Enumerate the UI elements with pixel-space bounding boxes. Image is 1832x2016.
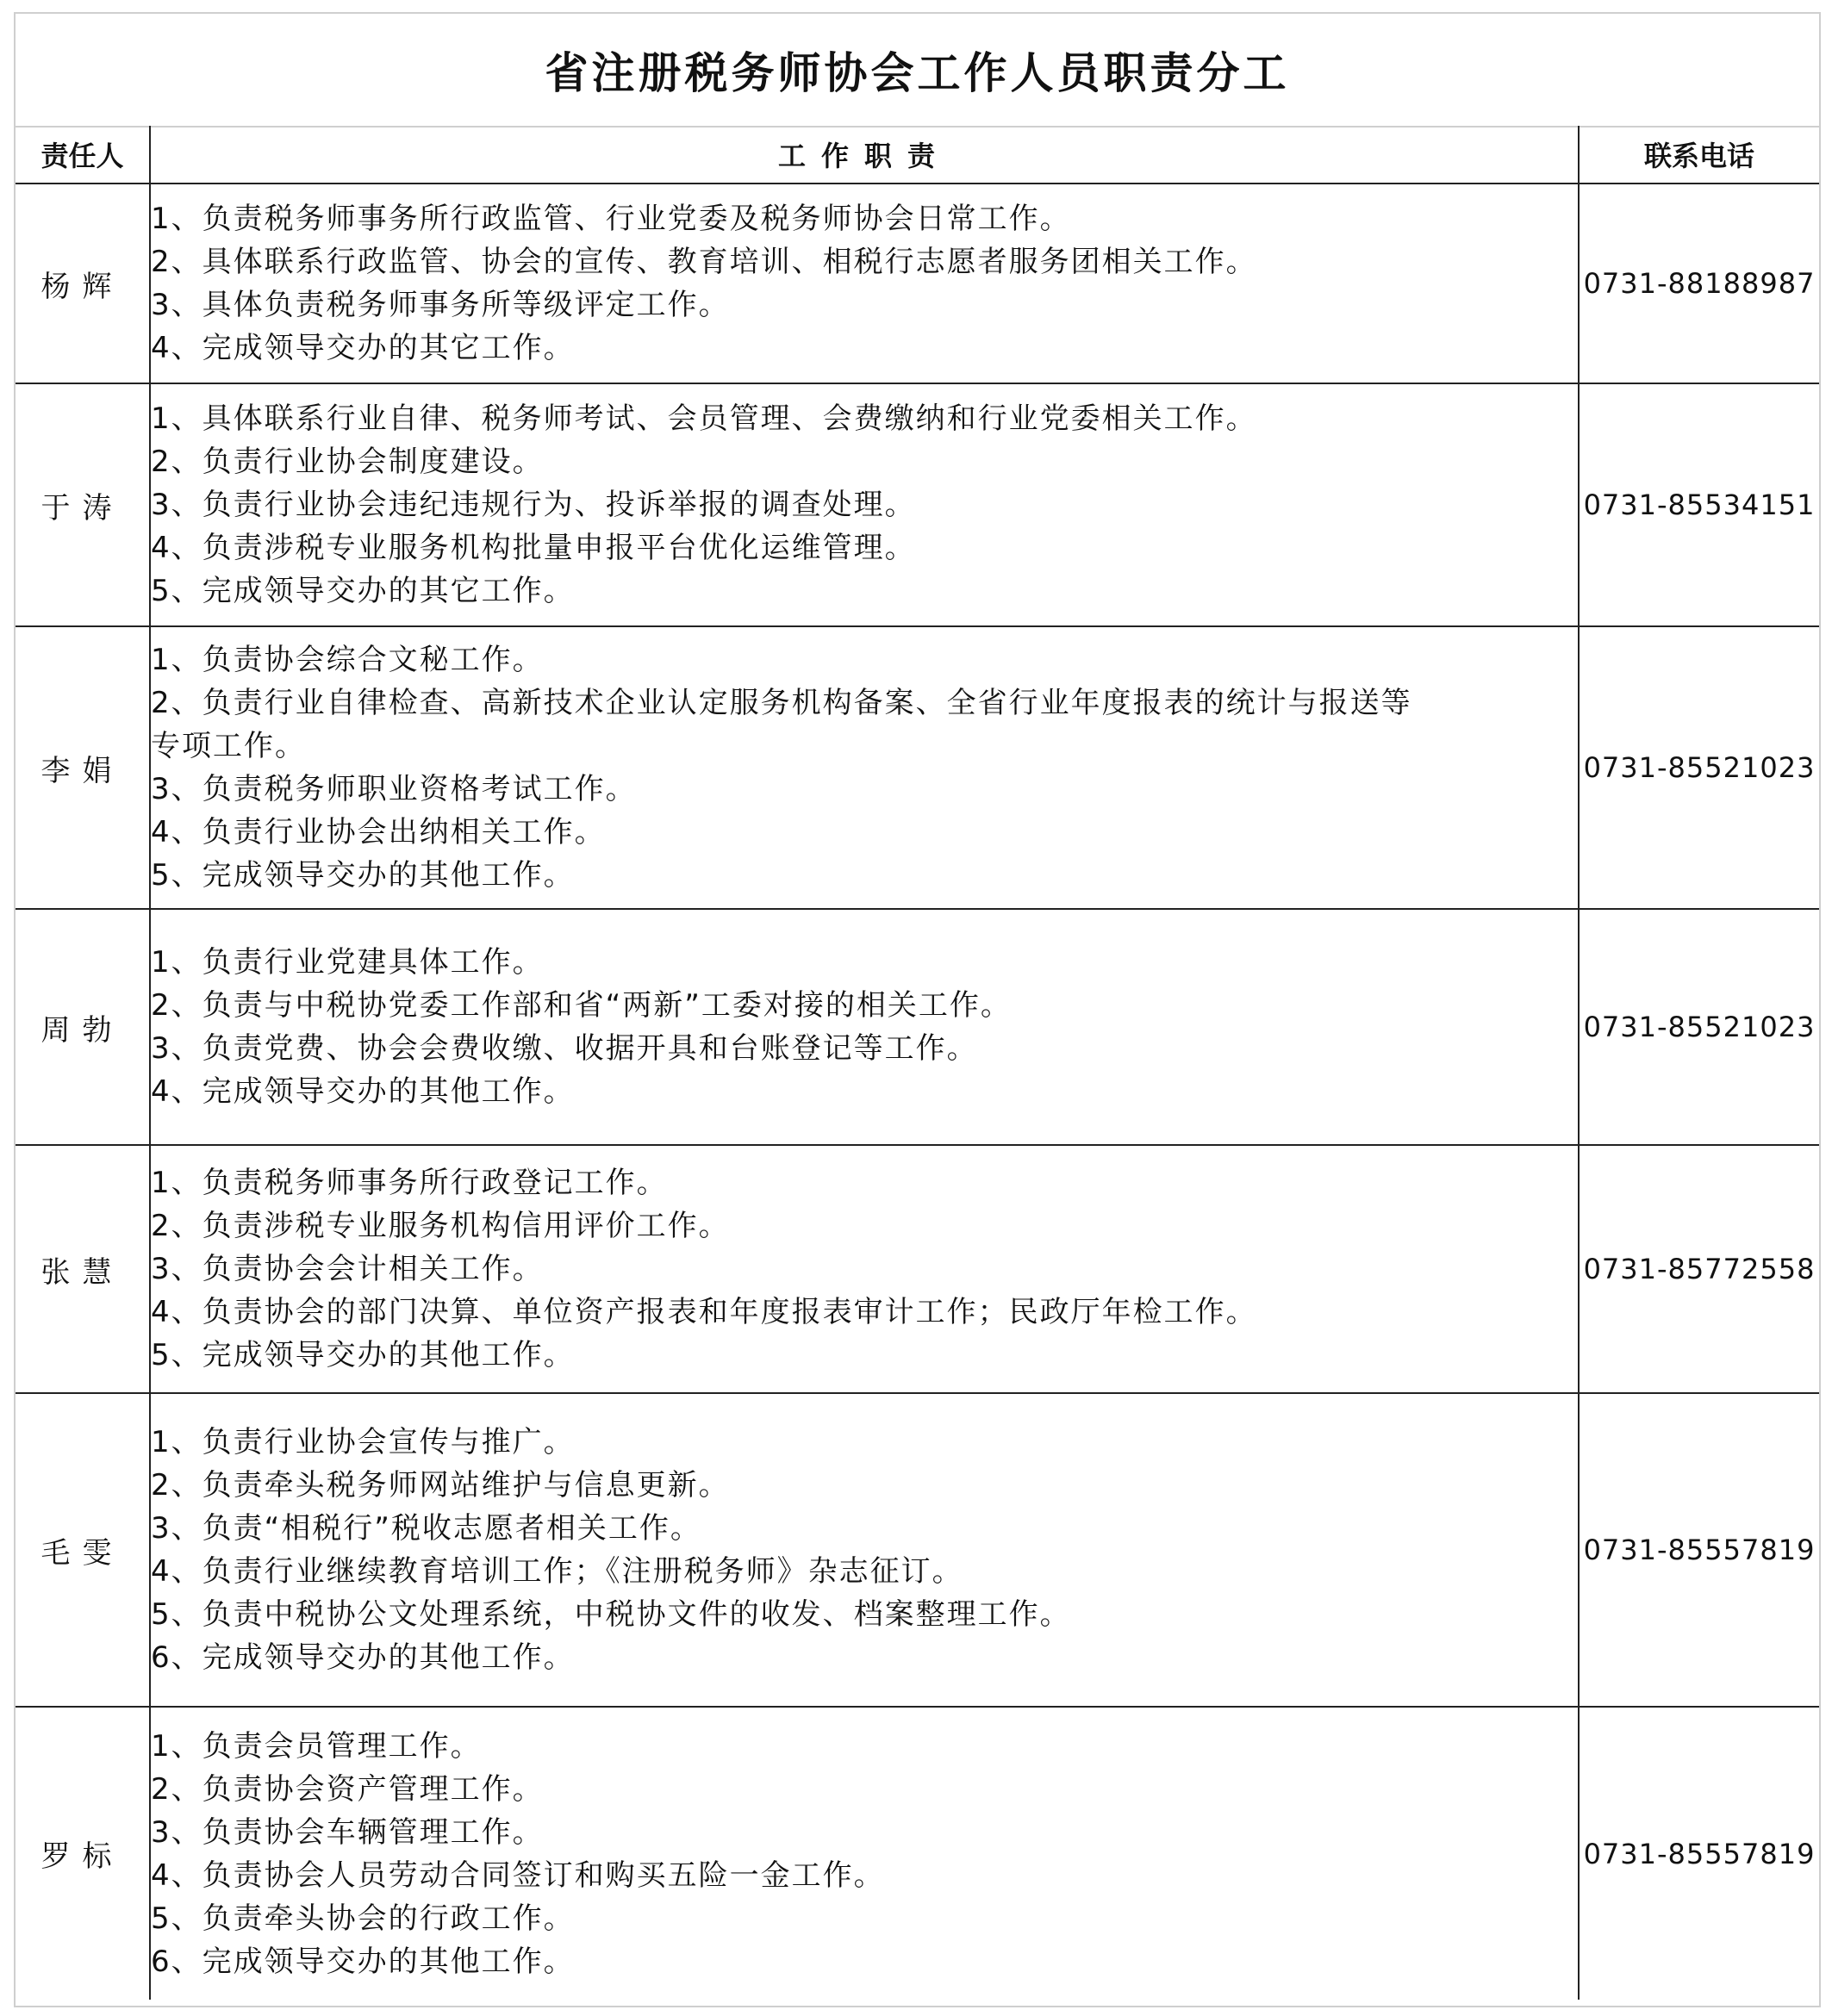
duty-item: 3、负责党费、协会会费收缴、收据开具和台账登记等工作。 <box>151 1031 978 1066</box>
duty-item: 6、完成领导交办的其他工作。 <box>151 1640 575 1675</box>
phone-number: 0731-85772558 <box>1579 1145 1819 1393</box>
duty-item: 5、负责牵头协会的行政工作。 <box>151 1901 575 1936</box>
duty-item: 5、负责中税协公文处理系统，中税协文件的收发、档案整理工作。 <box>151 1597 1071 1632</box>
duty-item: 4、负责协会人员劳动合同签订和购买五险一金工作。 <box>151 1857 885 1893</box>
duty-list <box>150 184 1579 383</box>
phone-number: 0731-85521023 <box>1579 626 1819 909</box>
duty-item: 4、负责行业协会出纳相关工作。 <box>151 815 606 849</box>
phone-number: 0731-88188987 <box>1579 184 1819 383</box>
duty-item: 3、负责协会车辆管理工作。 <box>151 1814 544 1850</box>
duty-item: 1、负责行业协会宣传与推广。 <box>151 1425 575 1459</box>
table-row <box>16 909 1819 1145</box>
duty-item: 1、负责税务师事务所行政登记工作。 <box>151 1166 668 1200</box>
duty-list <box>150 909 1579 1145</box>
phone-number: 0731-85521023 <box>1579 909 1819 1145</box>
header-person: 责任人 <box>16 126 150 184</box>
duty-item: 3、负责行业协会违纪违规行为、投诉举报的调查处理。 <box>151 488 916 522</box>
table-row <box>16 383 1819 626</box>
person-name: 周勃 <box>16 909 150 1145</box>
duty-item: 1、负责税务师事务所行政监管、行业党委及税务师协会日常工作。 <box>151 202 1071 236</box>
table-row <box>16 626 1819 909</box>
person-name: 于涛 <box>16 383 150 626</box>
document-frame <box>14 12 1821 2007</box>
duty-list <box>150 1145 1579 1393</box>
title-bar <box>16 14 1819 128</box>
duties-table <box>16 126 1819 2000</box>
page-title: 省注册税务师协会工作人员职责分工 <box>545 48 1290 98</box>
person-name: 张慧 <box>16 1145 150 1393</box>
duty-item: 1、负责会员管理工作。 <box>151 1728 482 1764</box>
duty-item: 6、完成领导交办的其他工作。 <box>151 1944 575 1979</box>
phone-number: 0731-85557819 <box>1579 1393 1819 1707</box>
duty-item: 2、负责牵头税务师网站维护与信息更新。 <box>151 1468 730 1503</box>
duty-item: 5、完成领导交办的其它工作。 <box>151 574 575 608</box>
person-name: 罗标 <box>16 1707 150 2000</box>
duty-list <box>150 1707 1579 2000</box>
duty-item: 4、负责协会的部门决算、单位资产报表和年度报表审计工作；民政厅年检工作。 <box>151 1295 1257 1329</box>
duty-list <box>150 626 1579 909</box>
table-row <box>16 184 1819 383</box>
duty-item: 4、完成领导交办的其它工作。 <box>151 331 575 365</box>
duty-item: 4、完成领导交办的其他工作。 <box>151 1074 575 1109</box>
duty-item: 3、负责协会会计相关工作。 <box>151 1252 544 1286</box>
duty-item: 3、负责“相税行”税收志愿者相关工作。 <box>151 1511 701 1546</box>
duty-item: 3、具体负责税务师事务所等级评定工作。 <box>151 288 730 322</box>
phone-number: 0731-85557819 <box>1579 1707 1819 2000</box>
duty-list <box>150 1393 1579 1707</box>
person-name: 杨辉 <box>16 184 150 383</box>
table-row <box>16 1393 1819 1707</box>
table-row <box>16 1145 1819 1393</box>
duty-item: 3、负责税务师职业资格考试工作。 <box>151 772 637 806</box>
duty-item: 2、负责与中税协党委工作部和省“两新”工委对接的相关工作。 <box>151 988 1012 1023</box>
header-row <box>16 126 1819 184</box>
table-row <box>16 1707 1819 2000</box>
duty-item: 4、负责涉税专业服务机构批量申报平台优化运维管理。 <box>151 531 916 565</box>
duty-item: 4、负责行业继续教育培训工作；《注册税务师》杂志征订。 <box>151 1554 963 1589</box>
duty-list <box>150 383 1579 626</box>
header-duties: 工作职责 <box>150 126 1579 184</box>
duty-item: 1、具体联系行业自律、税务师考试、会员管理、会费缴纳和行业党委相关工作。 <box>151 401 1257 436</box>
phone-number: 0731-85534151 <box>1579 383 1819 626</box>
duty-item: 5、完成领导交办的其他工作。 <box>151 1338 575 1372</box>
duty-item: 2、负责协会资产管理工作。 <box>151 1771 544 1807</box>
duty-item: 5、完成领导交办的其他工作。 <box>151 858 575 893</box>
duty-item: 1、负责协会综合文秘工作。 <box>151 643 544 677</box>
duty-item: 2、负责行业协会制度建设。 <box>151 445 544 479</box>
person-name: 李娟 <box>16 626 150 909</box>
duty-item: 1、负责行业党建具体工作。 <box>151 945 544 980</box>
duty-item: 2、具体联系行政监管、协会的宣传、教育培训、相税行志愿者服务团相关工作。 <box>151 245 1257 279</box>
person-name: 毛雯 <box>16 1393 150 1707</box>
header-phone: 联系电话 <box>1579 126 1819 184</box>
duty-item: 专项工作。 <box>151 729 306 763</box>
duty-item: 2、负责涉税专业服务机构信用评价工作。 <box>151 1209 730 1243</box>
duty-item: 2、负责行业自律检查、高新技术企业认定服务机构备案、全省行业年度报表的统计与报送等 <box>151 686 1412 720</box>
